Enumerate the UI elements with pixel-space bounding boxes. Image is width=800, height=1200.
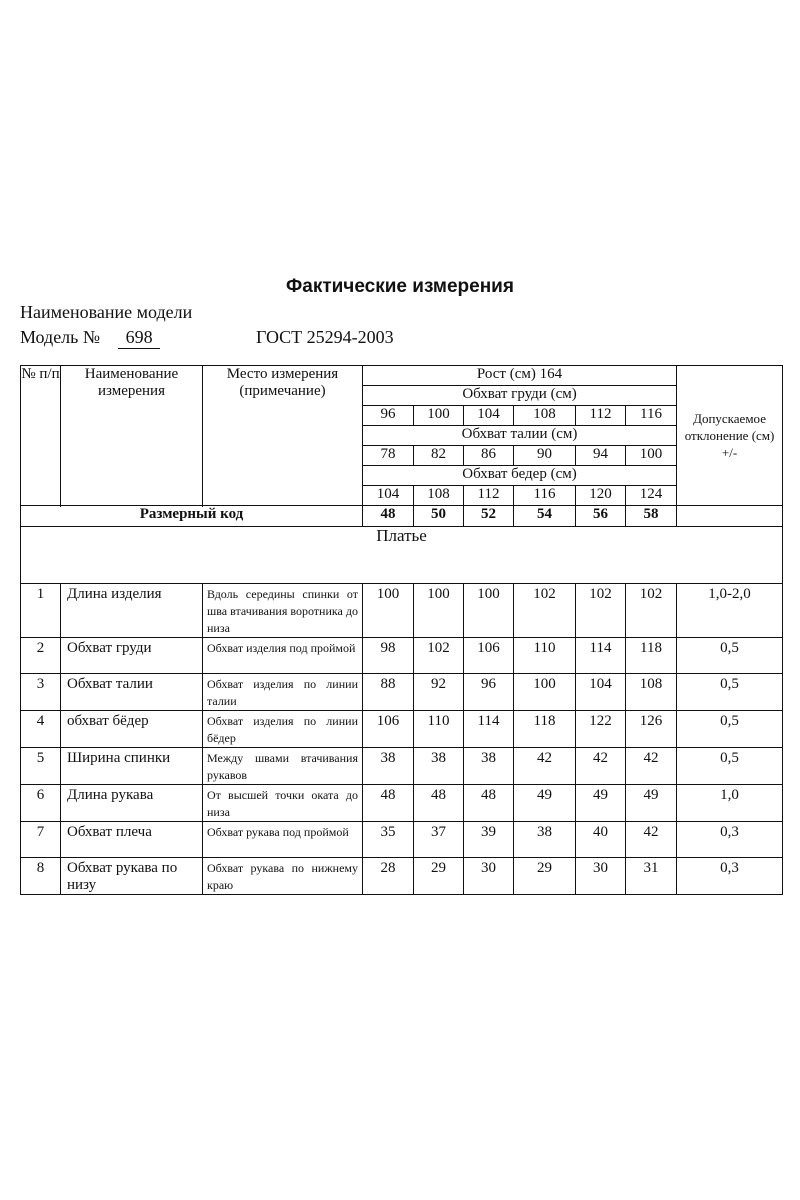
chest-size-cell: 108 bbox=[514, 406, 576, 426]
row-note: Обхват рукава по нижнему краю bbox=[203, 858, 363, 895]
row-value: 42 bbox=[626, 822, 677, 858]
measurement-row bbox=[21, 748, 783, 785]
row-note: Вдоль середины спинки от шва втачивания воротника до низа bbox=[203, 584, 363, 638]
row-value: 35 bbox=[363, 822, 414, 858]
row-note: Обхват изделия под проймой bbox=[203, 638, 363, 674]
row-value: 104 bbox=[576, 674, 626, 711]
hips-size-cell: 108 bbox=[414, 486, 464, 506]
chest-size-cell: 116 bbox=[626, 406, 677, 426]
row-value: 126 bbox=[626, 711, 677, 748]
section-row bbox=[21, 527, 783, 584]
waist-size-cell: 90 bbox=[514, 446, 576, 466]
row-name: Ширина спинки bbox=[61, 748, 203, 785]
section-label: Платье bbox=[21, 527, 783, 584]
row-value: 28 bbox=[363, 858, 414, 895]
row-number: 4 bbox=[21, 711, 61, 748]
measurement-table bbox=[20, 365, 783, 895]
height-header: Рост (см) 164 bbox=[363, 366, 677, 386]
row-name: Обхват плеча bbox=[61, 822, 203, 858]
row-value: 102 bbox=[576, 584, 626, 638]
row-note: Между швами втачивания рукавов bbox=[203, 748, 363, 785]
row-value: 38 bbox=[414, 748, 464, 785]
hips-size-cell: 120 bbox=[576, 486, 626, 506]
row-value: 100 bbox=[514, 674, 576, 711]
row-note: От высшей точки оката до низа bbox=[203, 785, 363, 822]
row-value: 102 bbox=[514, 584, 576, 638]
row-value: 31 bbox=[626, 858, 677, 895]
row-value: 106 bbox=[363, 711, 414, 748]
col-name-header: Наименование измерения bbox=[61, 366, 203, 506]
page-title: Фактические измерения bbox=[286, 276, 514, 297]
chest-size-cell: 104 bbox=[464, 406, 514, 426]
col-place-header: Место измерения (примечание) bbox=[203, 366, 363, 506]
size-code-empty-cell bbox=[677, 506, 783, 527]
waist-size-cell: 82 bbox=[414, 446, 464, 466]
measurement-row bbox=[21, 858, 783, 895]
chest-header: Обхват груди (см) bbox=[363, 386, 677, 406]
row-name: обхват бёдер bbox=[61, 711, 203, 748]
measurement-row bbox=[21, 711, 783, 748]
row-value: 30 bbox=[576, 858, 626, 895]
row-tolerance: 0,5 bbox=[677, 674, 783, 711]
row-value: 42 bbox=[626, 748, 677, 785]
row-value: 49 bbox=[514, 785, 576, 822]
row-value: 106 bbox=[464, 638, 514, 674]
row-value: 38 bbox=[514, 822, 576, 858]
row-tolerance: 1,0-2,0 bbox=[677, 584, 783, 638]
model-number-line bbox=[20, 327, 160, 349]
row-value: 48 bbox=[363, 785, 414, 822]
row-value: 29 bbox=[514, 858, 576, 895]
row-value: 118 bbox=[514, 711, 576, 748]
row-tolerance: 0,5 bbox=[677, 711, 783, 748]
size-code-cell: 50 bbox=[414, 506, 464, 527]
row-number: 1 bbox=[21, 584, 61, 638]
row-tolerance: 0,5 bbox=[677, 748, 783, 785]
row-value: 37 bbox=[414, 822, 464, 858]
hips-size-cell: 104 bbox=[363, 486, 414, 506]
model-no-value: 698 bbox=[118, 327, 160, 349]
row-tolerance: 1,0 bbox=[677, 785, 783, 822]
chest-size-cell: 100 bbox=[414, 406, 464, 426]
measurement-row bbox=[21, 785, 783, 822]
header-row bbox=[21, 366, 783, 386]
row-number: 6 bbox=[21, 785, 61, 822]
standard-code: ГОСТ 25294-2003 bbox=[256, 327, 394, 347]
row-name: Обхват рукава по низу bbox=[61, 858, 203, 895]
measurement-row bbox=[21, 638, 783, 674]
measurement-row bbox=[21, 674, 783, 711]
row-value: 102 bbox=[626, 584, 677, 638]
size-code-cell: 52 bbox=[464, 506, 514, 527]
measurement-row bbox=[21, 584, 783, 638]
size-code-cell: 54 bbox=[514, 506, 576, 527]
row-value: 96 bbox=[464, 674, 514, 711]
waist-size-cell: 100 bbox=[626, 446, 677, 466]
row-value: 100 bbox=[414, 584, 464, 638]
chest-size-cell: 112 bbox=[576, 406, 626, 426]
row-value: 110 bbox=[514, 638, 576, 674]
hips-header: Обхват бедер (см) bbox=[363, 466, 677, 486]
row-number: 3 bbox=[21, 674, 61, 711]
size-code-label: Размерный код bbox=[21, 506, 363, 527]
row-tolerance: 0,5 bbox=[677, 638, 783, 674]
row-value: 100 bbox=[464, 584, 514, 638]
row-note: Обхват изделия по линии бёдер bbox=[203, 711, 363, 748]
row-value: 122 bbox=[576, 711, 626, 748]
hips-size-cell: 116 bbox=[514, 486, 576, 506]
row-value: 114 bbox=[464, 711, 514, 748]
row-value: 38 bbox=[464, 748, 514, 785]
row-tolerance: 0,3 bbox=[677, 858, 783, 895]
col-num-header: № п/п bbox=[21, 366, 61, 506]
row-value: 42 bbox=[514, 748, 576, 785]
row-value: 48 bbox=[464, 785, 514, 822]
hips-size-cell: 124 bbox=[626, 486, 677, 506]
row-value: 48 bbox=[414, 785, 464, 822]
row-value: 30 bbox=[464, 858, 514, 895]
row-value: 38 bbox=[363, 748, 414, 785]
waist-header: Обхват талии (см) bbox=[363, 426, 677, 446]
row-value: 40 bbox=[576, 822, 626, 858]
row-value: 100 bbox=[363, 584, 414, 638]
waist-size-cell: 94 bbox=[576, 446, 626, 466]
waist-size-cell: 86 bbox=[464, 446, 514, 466]
row-value: 88 bbox=[363, 674, 414, 711]
row-note: Обхват изделия по линии талии bbox=[203, 674, 363, 711]
row-value: 114 bbox=[576, 638, 626, 674]
row-value: 102 bbox=[414, 638, 464, 674]
row-value: 49 bbox=[576, 785, 626, 822]
size-code-cell: 48 bbox=[363, 506, 414, 527]
row-value: 118 bbox=[626, 638, 677, 674]
row-number: 7 bbox=[21, 822, 61, 858]
hips-size-cell: 112 bbox=[464, 486, 514, 506]
row-value: 42 bbox=[576, 748, 626, 785]
row-value: 110 bbox=[414, 711, 464, 748]
size-code-cell: 56 bbox=[576, 506, 626, 527]
waist-size-cell: 78 bbox=[363, 446, 414, 466]
model-name-label: Наименование модели bbox=[20, 302, 193, 322]
row-name: Обхват талии bbox=[61, 674, 203, 711]
tolerance-header: Допускаемое отклонение (см) +/- bbox=[677, 366, 783, 506]
row-number: 2 bbox=[21, 638, 61, 674]
row-tolerance: 0,3 bbox=[677, 822, 783, 858]
measurement-row bbox=[21, 822, 783, 858]
row-name: Длина изделия bbox=[61, 584, 203, 638]
row-number: 5 bbox=[21, 748, 61, 785]
chest-size-cell: 96 bbox=[363, 406, 414, 426]
row-value: 92 bbox=[414, 674, 464, 711]
model-no-label: Модель № bbox=[20, 327, 101, 347]
row-note: Обхват рукава под проймой bbox=[203, 822, 363, 858]
row-number: 8 bbox=[21, 858, 61, 895]
row-value: 49 bbox=[626, 785, 677, 822]
row-value: 39 bbox=[464, 822, 514, 858]
size-code-row bbox=[21, 506, 783, 527]
row-value: 98 bbox=[363, 638, 414, 674]
row-value: 108 bbox=[626, 674, 677, 711]
size-code-cell: 58 bbox=[626, 506, 677, 527]
row-value: 29 bbox=[414, 858, 464, 895]
row-name: Обхват груди bbox=[61, 638, 203, 674]
row-name: Длина рукава bbox=[61, 785, 203, 822]
